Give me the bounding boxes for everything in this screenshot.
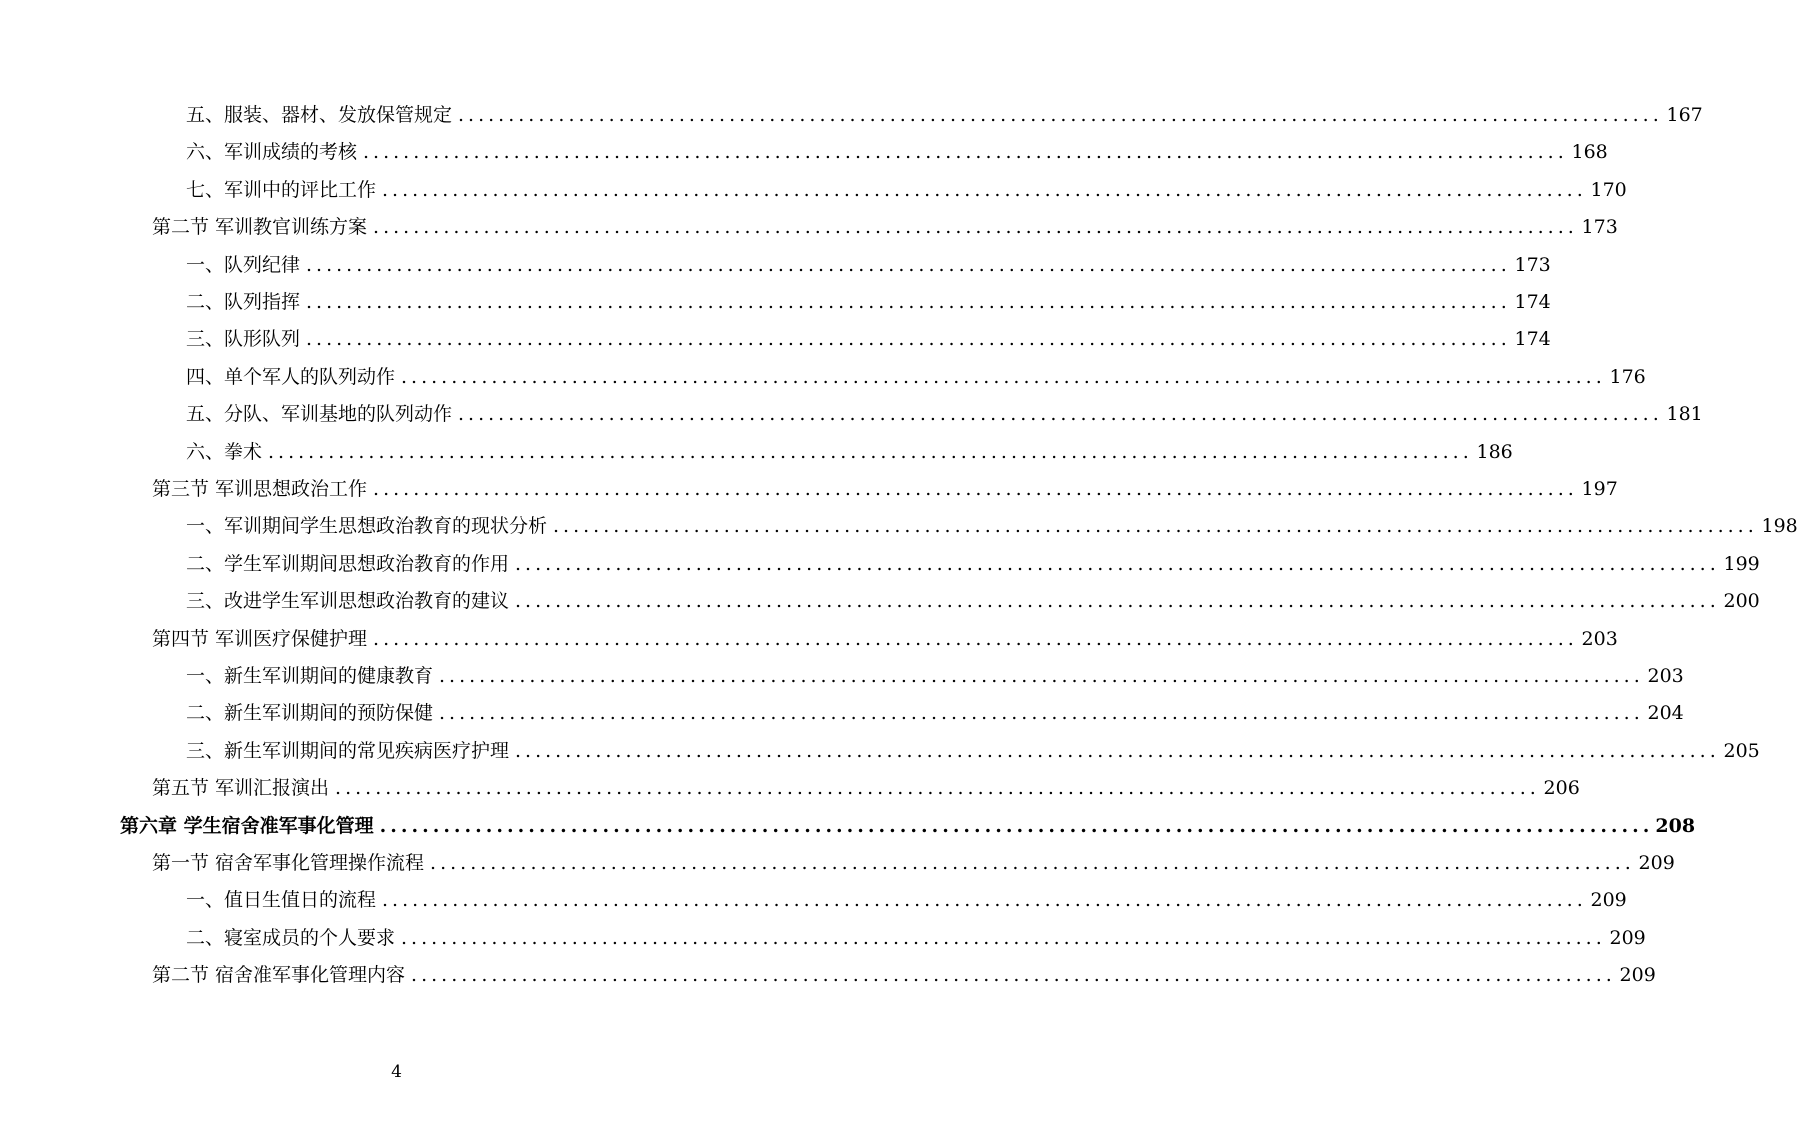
toc-leader-dots: ........................................................................................................................ xyxy=(430,852,1635,874)
toc-entry-title: 二、寝室成员的个人要求 xyxy=(186,926,396,949)
toc-entry-title: 六、拳术 xyxy=(186,440,263,463)
toc-leader-dots: ........................................................................................................................ xyxy=(382,178,1587,201)
toc-leader-dots: ........................................................................................................................ xyxy=(439,665,1644,687)
toc-leader-dots: ........................................................................................................................ xyxy=(411,964,1616,987)
toc-entry-title: 二、队列指挥 xyxy=(186,291,301,313)
toc-entry-page: 209 xyxy=(1619,964,1656,987)
toc-leader-dots: ........................................................................................................................ xyxy=(379,814,1654,837)
toc-entry-title: 四、单个军人的队列动作 xyxy=(186,365,396,388)
toc-leader-dots: ........................................................................................................................ xyxy=(306,253,1511,276)
toc-entry-page: 208 xyxy=(1655,814,1696,837)
toc-leader-dots: ........................................................................................................................ xyxy=(268,440,1473,463)
toc-entry-page: 174 xyxy=(1514,328,1551,351)
toc-entry-title: 五、分队、军训基地的队列动作 xyxy=(186,403,453,426)
toc-entry-page: 170 xyxy=(1590,178,1627,201)
toc-entry-title: 五、服装、器材、发放保管规定 xyxy=(186,104,453,126)
toc-entry-title: 第二节 军训教官训练方案 xyxy=(152,216,368,239)
toc-entry-page: 197 xyxy=(1581,478,1618,500)
toc-entry-item[interactable] xyxy=(186,137,1608,167)
toc-entry-page: 205 xyxy=(1723,739,1760,762)
toc-entry-title: 七、军训中的评比工作 xyxy=(186,178,377,201)
toc-entry-item[interactable] xyxy=(186,736,1760,766)
toc-leader-dots: ........................................................................................................................ xyxy=(458,403,1663,426)
toc-leader-dots: ........................................................................................................................ xyxy=(306,328,1511,351)
toc-leader-dots: ........................................................................................................................ xyxy=(363,141,1568,164)
toc-entry-page: 173 xyxy=(1514,253,1551,276)
toc-entry-title: 第三节 军训思想政治工作 xyxy=(152,478,368,500)
toc-entry-page: 200 xyxy=(1723,590,1760,613)
toc-entry-item[interactable] xyxy=(186,661,1684,691)
toc-entry-item[interactable] xyxy=(186,324,1551,354)
toc-entry-page: 206 xyxy=(1543,777,1580,800)
toc-entry-section[interactable] xyxy=(152,212,1618,242)
toc-entry-item[interactable] xyxy=(186,287,1551,317)
toc-entry-item[interactable] xyxy=(186,586,1760,616)
toc-entry-title: 第四节 军训医疗保健护理 xyxy=(152,627,368,650)
toc-leader-dots: ........................................................................................................................ xyxy=(515,552,1720,575)
toc-leader-dots: ........................................................................................................................ xyxy=(439,702,1644,725)
toc-entry-title: 三、新生军训期间的常见疾病医疗护理 xyxy=(186,739,510,762)
toc-entry-item[interactable] xyxy=(186,175,1627,205)
toc-entry-section[interactable] xyxy=(152,848,1675,878)
toc-entry-title: 第五节 军训汇报演出 xyxy=(152,777,330,800)
toc-entry-title: 一、军训期间学生思想政治教育的现状分析 xyxy=(186,515,548,538)
toc-entry-page: 203 xyxy=(1647,665,1684,687)
toc-entry-section[interactable] xyxy=(152,773,1580,803)
toc-entry-item[interactable] xyxy=(186,362,1646,392)
toc-leader-dots: ........................................................................................................................ xyxy=(458,104,1663,126)
toc-leader-dots: ........................................................................................................................ xyxy=(401,926,1606,949)
toc-entry-page: 209 xyxy=(1638,852,1675,874)
toc-leader-dots: ........................................................................................................................ xyxy=(373,627,1578,650)
toc-leader-dots: ........................................................................................................................ xyxy=(401,365,1606,388)
toc-entry-title: 三、改进学生军训思想政治教育的建议 xyxy=(186,590,510,613)
toc-entry-title: 第二节 宿舍准军事化管理内容 xyxy=(152,964,406,987)
toc-entry-title: 二、新生军训期间的预防保健 xyxy=(186,702,434,725)
toc-entry-title: 第一节 宿舍军事化管理操作流程 xyxy=(152,852,425,874)
toc-entry-item[interactable] xyxy=(186,250,1551,280)
toc-entry-section[interactable] xyxy=(152,624,1618,654)
toc-entry-item[interactable] xyxy=(186,885,1627,915)
toc-entry-title: 一、新生军训期间的健康教育 xyxy=(186,665,434,687)
toc-entry-section[interactable] xyxy=(152,960,1656,990)
toc-entry-title: 第六章 学生宿舍准军事化管理 xyxy=(120,814,374,837)
toc-entry-item[interactable] xyxy=(186,399,1703,429)
toc-entry-item[interactable] xyxy=(186,698,1684,728)
toc-leader-dots: ........................................................................................................................ xyxy=(373,216,1578,239)
toc-leader-dots: ........................................................................................................................ xyxy=(515,590,1720,613)
toc-entry-item[interactable] xyxy=(186,100,1703,130)
toc-entry-page: 176 xyxy=(1609,365,1646,388)
toc-leader-dots: ........................................................................................................................ xyxy=(335,777,1540,800)
toc-entry-item[interactable] xyxy=(186,511,1798,541)
toc-entry-title: 六、军训成绩的考核 xyxy=(186,141,358,164)
toc-entry-section[interactable] xyxy=(152,474,1618,504)
toc-entry-title: 三、队形队列 xyxy=(186,328,301,351)
toc-entry-page: 174 xyxy=(1514,291,1551,313)
toc-leader-dots: ........................................................................................................................ xyxy=(553,515,1758,538)
toc-entry-page: 168 xyxy=(1571,141,1608,164)
toc-entry-item[interactable] xyxy=(186,437,1513,467)
toc-leader-dots: ........................................................................................................................ xyxy=(382,889,1587,912)
toc-entry-page: 209 xyxy=(1609,926,1646,949)
toc-entry-page: 209 xyxy=(1590,889,1627,912)
toc-entry-page: 198 xyxy=(1761,515,1798,538)
toc-entry-page: 173 xyxy=(1581,216,1618,239)
toc-entry-page: 203 xyxy=(1581,627,1618,650)
toc-leader-dots: ........................................................................................................................ xyxy=(515,739,1720,762)
toc-entry-title: 二、学生军训期间思想政治教育的作用 xyxy=(186,552,510,575)
toc-entry-page: 181 xyxy=(1666,403,1703,426)
toc-leader-dots: ........................................................................................................................ xyxy=(306,291,1511,313)
toc-entry-item[interactable] xyxy=(186,549,1760,579)
toc-entry-page: 199 xyxy=(1723,552,1760,575)
toc-entry-title: 一、值日生值日的流程 xyxy=(186,889,377,912)
toc-entry-item[interactable] xyxy=(186,923,1646,953)
toc-leader-dots: ........................................................................................................................ xyxy=(373,478,1578,500)
page-number: 4 xyxy=(391,1062,402,1082)
toc-entry-page: 186 xyxy=(1476,440,1513,463)
toc-entry-page: 167 xyxy=(1666,104,1703,126)
toc-entry-chapter[interactable] xyxy=(120,811,1696,841)
toc-entry-title: 一、队列纪律 xyxy=(186,253,301,276)
toc-entry-page: 204 xyxy=(1647,702,1684,725)
